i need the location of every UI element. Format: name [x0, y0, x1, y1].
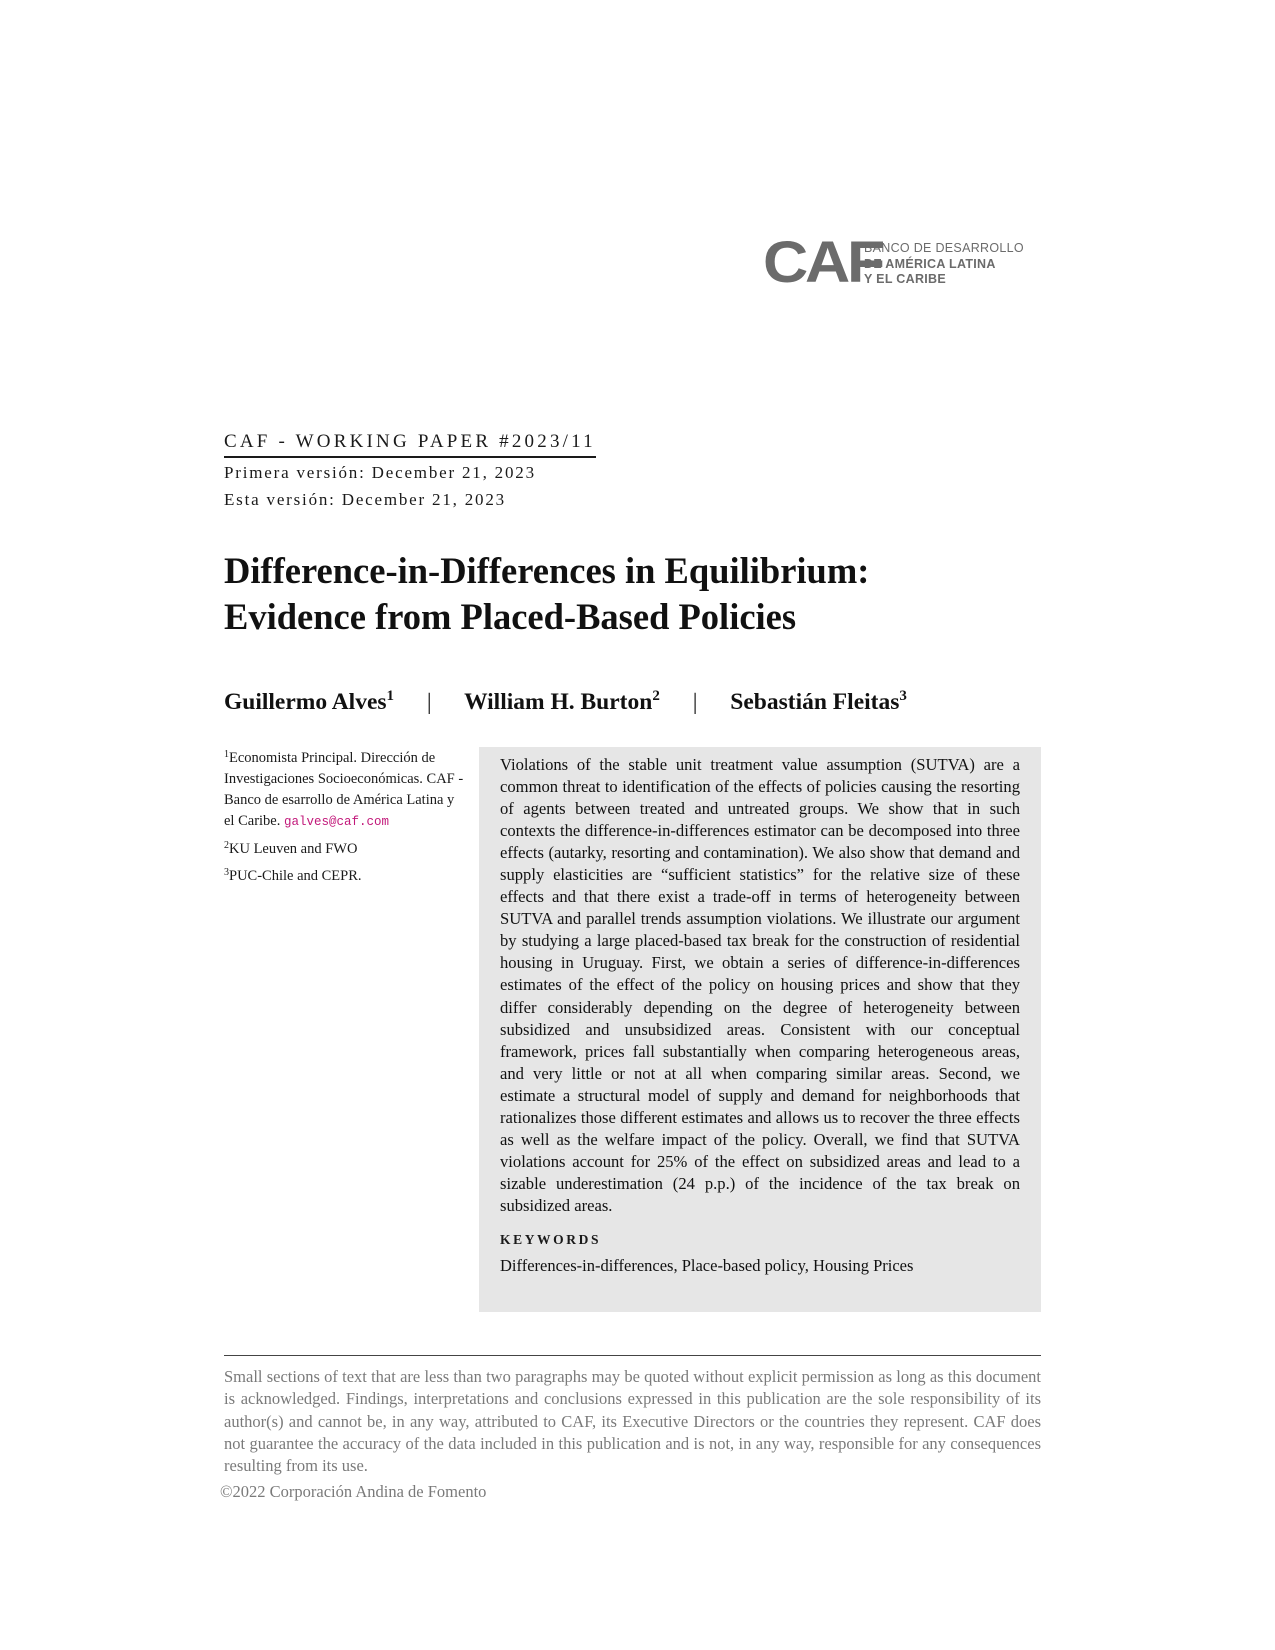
- caf-logo-text: [864, 241, 1024, 288]
- affiliation-text: Economista Principal. Dirección de Investigaciones Socioeconómicas. CAF - Banco de esarrollo de América Latina y el Caribe.: [224, 750, 464, 829]
- logo-line-3: Y EL CARIBE: [864, 272, 947, 286]
- logo-line-2: DE AMÉRICA LATINA: [864, 256, 996, 271]
- disclaimer-text: Small sections of text that are less than two paragraphs may be quoted without explicit permission as long as this document is acknowledged. Findings, interpretations and conclusions expressed in this publication are the sole responsibility of its author(s) and cannot be, in any way, attributed to CAF, its Executive Directors or the countries they represent. CAF does not guarantee the accuracy of the data included in this publication and is not, in any way, responsible for any consequences resulting from its use.: [224, 1367, 1041, 1476]
- author-separator: |: [426, 689, 432, 715]
- paper-title-line-1: Difference-in-Differences in Equilibrium:: [224, 550, 870, 591]
- author-email-link[interactable]: galves@caf.com: [284, 815, 390, 829]
- affiliation-text: KU Leuven and FWO: [229, 841, 358, 857]
- caf-logo: [763, 230, 1033, 295]
- affiliation-mark: 1: [224, 749, 229, 760]
- author-name: Guillermo Alves: [224, 689, 387, 715]
- affiliation-mark: 3: [224, 867, 229, 878]
- copyright-notice: ©2022 Corporación Andina de Fomento: [220, 1482, 487, 1501]
- author-list: [224, 689, 907, 716]
- author-name: William H. Burton: [464, 689, 653, 715]
- affiliations: [224, 748, 464, 893]
- author-separator: |: [692, 689, 698, 715]
- footer-divider: [224, 1355, 1041, 1356]
- affiliation-text: PUC-Chile and CEPR.: [229, 868, 362, 884]
- keywords-list: Differences-in-differences, Place-based policy, Housing Prices: [500, 1255, 914, 1275]
- affiliation-item: [224, 748, 464, 833]
- author-footnote-mark: 3: [899, 688, 907, 704]
- caf-logo-mark: CAF: [763, 230, 883, 295]
- paper-title-line-2: Evidence from Placed-Based Policies: [224, 596, 797, 637]
- abstract-box: [479, 747, 1041, 1312]
- affiliation-item: [224, 866, 464, 887]
- affiliation-mark: 2: [224, 840, 229, 851]
- author-footnote-mark: 2: [652, 688, 660, 704]
- working-paper-series: CAF - WORKING PAPER #2023/11: [224, 431, 596, 458]
- this-version-date: Esta versión: December 21, 2023: [224, 490, 506, 509]
- logo-line-1: BANCO DE DESARROLLO: [864, 241, 1024, 255]
- paper-title: [224, 548, 1024, 640]
- author-footnote-mark: 1: [386, 688, 395, 704]
- keywords-heading: KEYWORDS: [500, 1231, 602, 1247]
- affiliation-item: [224, 839, 464, 860]
- author-name: Sebastián Fleitas: [730, 689, 900, 715]
- abstract-text: Violations of the stable unit treatment value assumption (SUTVA) are a common threat to identification of the effects of policies causing the resorting of agents between treated and untreated groups. We show that in such contexts the difference-in-differences estimator can be decomposed into three effects (autarky, resorting and contamination). We also show that demand and supply elasticities are “sufficient statistics” for the relative size of these effects and that there exist a trade-off in terms of heterogeneity between SUTVA and parallel trends assumption violations. We illustrate our argument by studying a large placed-based tax break for the construction of residential housing in Uruguay. First, we obtain a series of difference-in-differences estimates of the effect of the policy on housing prices and show that they differ considerably depending on the degree of heterogeneity between subsidized and unsubsidized areas. Consistent with our conceptual framework, prices fall substantially when comparing heterogeneous areas, and very little or not at all when comparing similar areas. Second, we estimate a structural model of supply and demand for neighborhoods that rationalizes those different estimates and allows us to recover the three effects as well as the welfare impact of the policy. Overall, we find that SUTVA violations account for 25% of the effect on subsidized areas and lead to a sizable underestimation (24 p.p.) of the incidence of the tax break on subsidized areas.: [500, 755, 1020, 1215]
- first-version-date: Primera versión: December 21, 2023: [224, 463, 536, 482]
